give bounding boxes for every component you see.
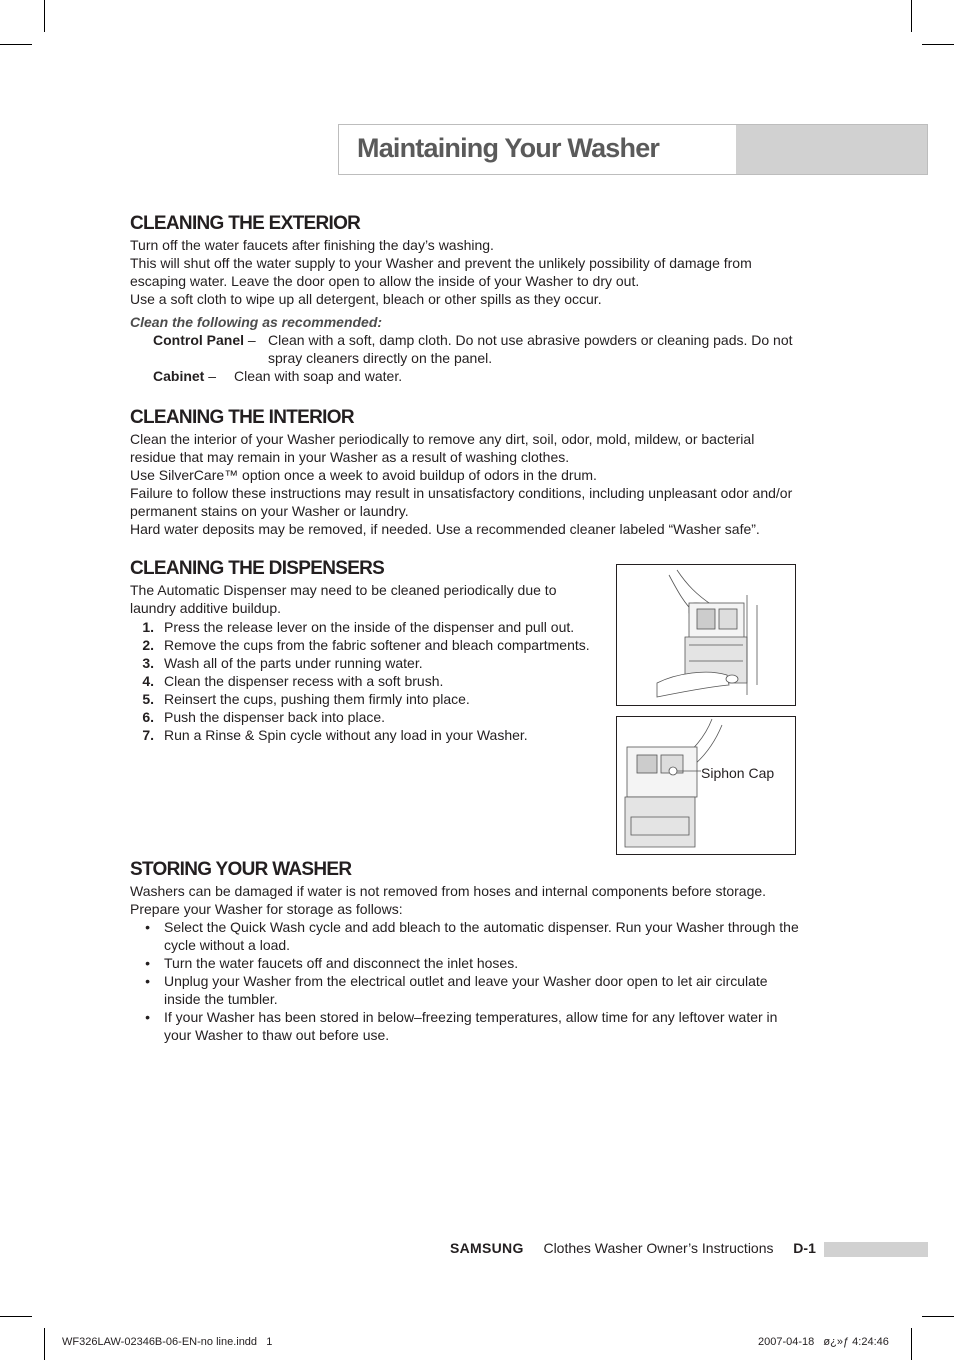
definition-desc: Clean with soap and water.: [234, 368, 403, 384]
paragraph: Failure to follow these instructions may result in unsatisfactory conditions, including unpleasant odor and/or permanent stains on your Washer or laundry.: [130, 485, 793, 519]
dispenser-illustration-2: [616, 716, 796, 855]
list-item: • If your Washer has been stored in below–freezing temperatures, allow time for any leftover water in your Washer to thaw out before use.: [145, 1009, 778, 1043]
definition-term: Control Panel –: [153, 332, 256, 348]
list-item: • Select the Quick Wash cycle and add bleach to the automatic dispenser. Run your Washer through the cycle without a load.: [145, 919, 799, 953]
footer-gray-bar: [824, 1242, 928, 1257]
siphon-cap-label: Siphon Cap: [701, 765, 775, 781]
crop-mark: [0, 1316, 32, 1317]
list-item: 7. Run a Rinse & Spin cycle without any load in your Washer.: [142, 727, 528, 743]
crop-mark: [44, 1328, 45, 1360]
section-heading: CLEANING THE INTERIOR: [130, 407, 354, 428]
header-gray-block: [736, 125, 927, 174]
crop-mark: [911, 1328, 912, 1360]
section-heading: STORING YOUR WASHER: [130, 859, 352, 880]
list-item: 6. Push the dispenser back into place.: [142, 709, 386, 725]
section-heading: CLEANING THE EXTERIOR: [130, 213, 361, 234]
dispenser-removal-drawing: [617, 565, 795, 705]
subheading: Clean the following as recommended:: [130, 314, 383, 330]
paragraph: Clean the interior of your Washer periodically to remove any dirt, soil, odor, mold, mildew, or bacterial residue that may remain in your Washer as a result of washing clothes.: [130, 431, 755, 465]
crop-mark: [922, 1316, 954, 1317]
crop-mark: [0, 44, 32, 45]
definition-cabinet: [130, 367, 800, 385]
bullet-list: [130, 918, 800, 1044]
crop-mark: [922, 44, 954, 45]
print-slug-date: 2007-04-18 ø¿»ƒ 4:24:46: [758, 1336, 889, 1348]
crop-mark: [911, 0, 912, 32]
page-title: Maintaining Your Washer: [357, 133, 660, 163]
dispenser-illustration-1: [616, 564, 796, 706]
paragraph: This will shut off the water supply to your Washer and prevent the unlikely possibility of damage from escaping water. Leave the door open to allow the inside of your Washer to dry out.: [130, 255, 752, 289]
page-footer: [450, 1240, 816, 1256]
page-header: [338, 124, 928, 175]
section-heading: CLEANING THE DISPENSERS: [130, 558, 385, 579]
section-exterior: [130, 212, 800, 385]
paragraph: The Automatic Dispenser may need to be cleaned periodically due to laundry additive buildup.: [130, 582, 557, 616]
list-item: 5. Reinsert the cups, pushing them firmly into place.: [142, 691, 470, 707]
list-item: • Unplug your Washer from the electrical outlet and leave your Washer door open to let air circulate inside the tumbler.: [145, 973, 768, 1007]
footer-brand: SAMSUNG: [450, 1240, 524, 1256]
definition-control-panel: [130, 331, 800, 367]
steps-list: [130, 618, 610, 744]
crop-mark: [44, 0, 45, 32]
paragraph: Use SilverCare™ option once a week to avoid buildup of odors in the drum.: [130, 467, 597, 483]
section-dispensers: [130, 557, 610, 744]
list-item: 1. Press the release lever on the inside of the dispenser and pull out.: [142, 619, 575, 635]
page-number: D-1: [793, 1240, 816, 1256]
definition-desc: Clean with a soft, damp cloth. Do not use abrasive powders or cleaning pads. Do not spray cleaners directly on the panel.: [268, 332, 793, 366]
list-item: • Turn the water faucets off and disconnect the inlet hoses.: [145, 955, 519, 971]
paragraph: Use a soft cloth to wipe up all detergent, bleach or other spills as they occur.: [130, 291, 602, 307]
paragraph: Turn off the water faucets after finishing the day’s washing.: [130, 237, 494, 253]
footer-doc-title: Clothes Washer Owner’s Instructions: [543, 1240, 774, 1256]
list-item: 2. Remove the cups from the fabric softener and bleach compartments.: [142, 637, 590, 653]
section-storing: [130, 858, 800, 1044]
print-slug-file: WF326LAW-02346B-06-EN-no line.indd 1: [62, 1336, 273, 1348]
paragraph: Washers can be damaged if water is not removed from hoses and internal components before storage. Prepare your Washer for storage as follows:: [130, 883, 767, 917]
siphon-cap-drawing: [617, 717, 795, 854]
list-item: 3. Wash all of the parts under running water.: [142, 655, 423, 671]
section-interior: [130, 406, 800, 538]
definition-term: Cabinet –: [153, 368, 217, 384]
paragraph: Hard water deposits may be removed, if needed. Use a recommended cleaner labeled “Washer safe”.: [130, 521, 760, 537]
list-item: 4. Clean the dispenser recess with a soft brush.: [142, 673, 444, 689]
